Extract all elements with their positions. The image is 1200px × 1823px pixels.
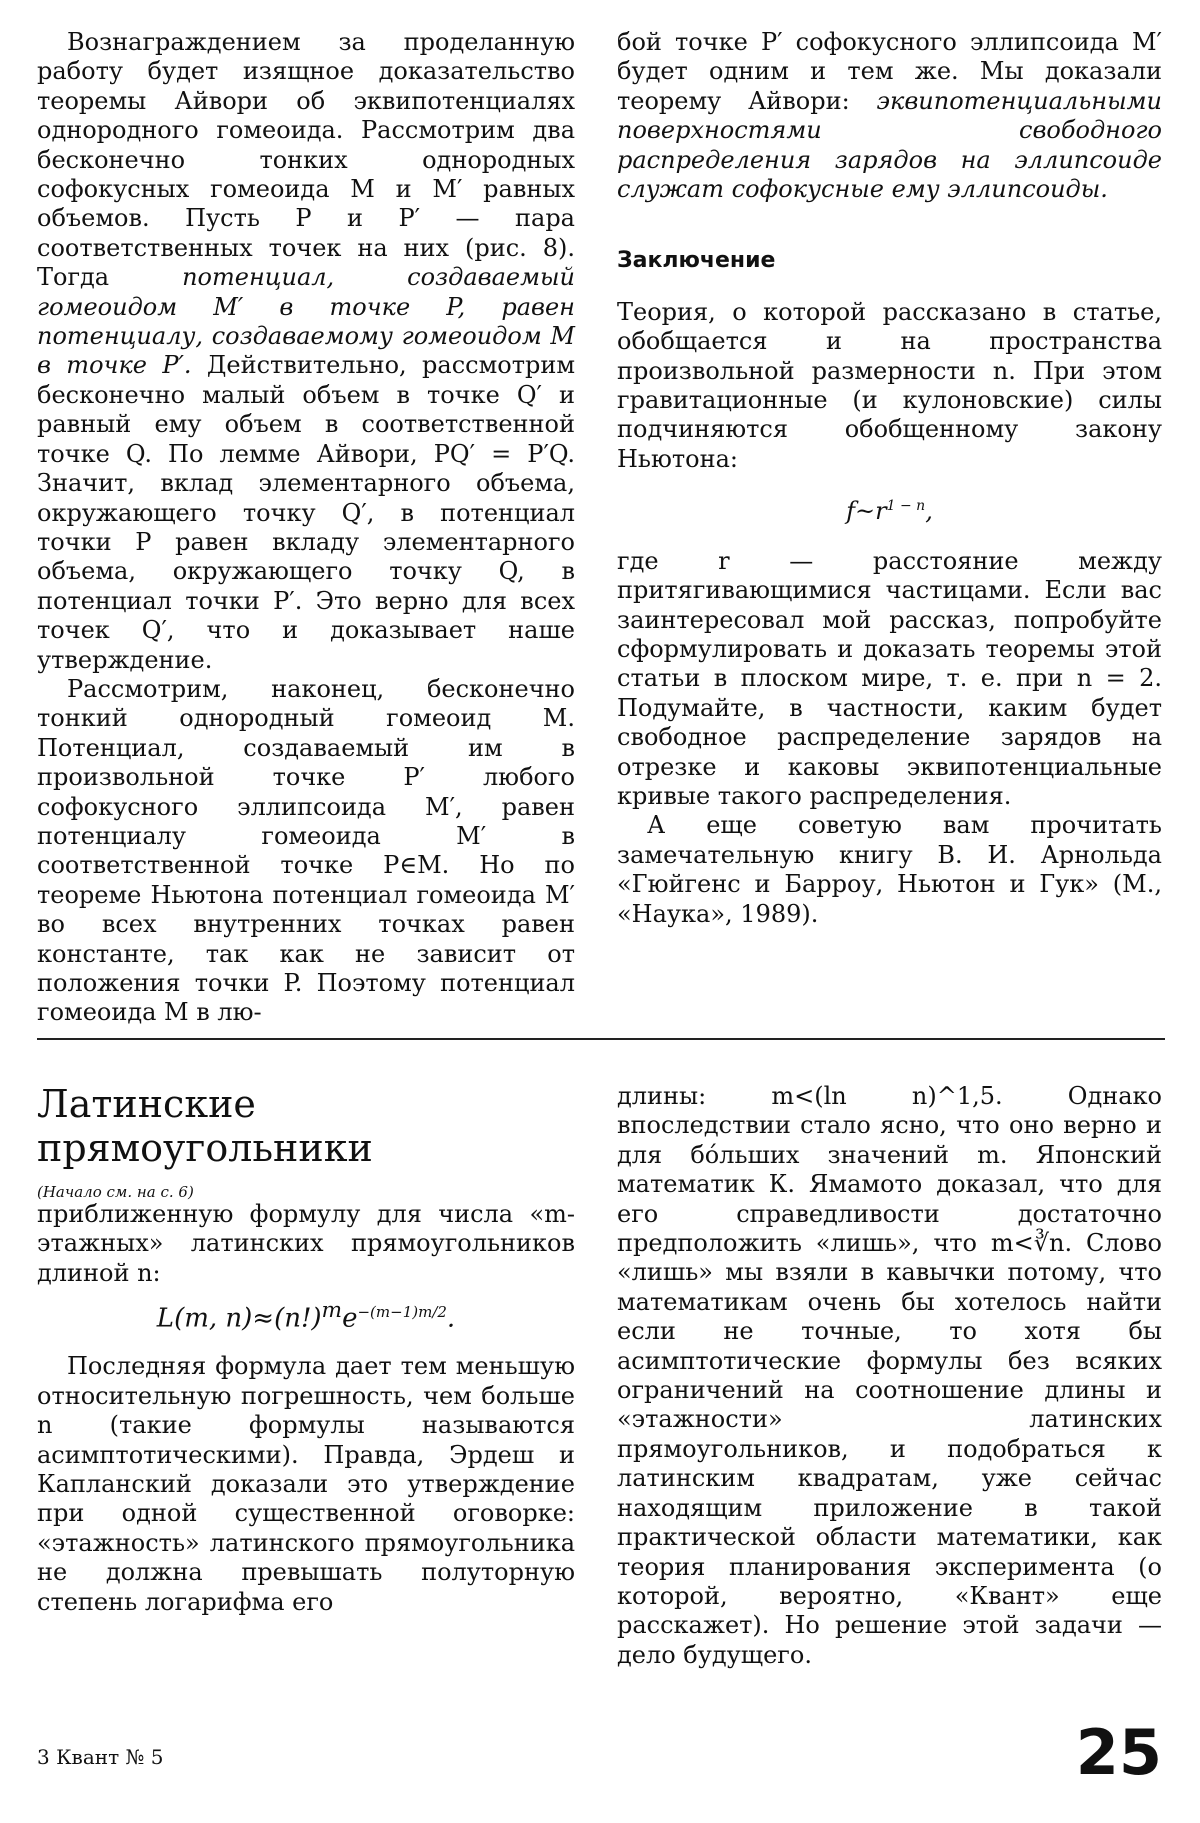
paragraph: приближенную формулу для числа «m-этажных» латинских прямоугольников длиной n: bbox=[37, 1200, 575, 1287]
paragraph: Последняя формула дает тем меньшую относительную погрешность, чем больше n (такие формулы называются асимптотическими). Правда, Эрдеш и Капланский доказали это утверждение при одной существенной оговорке: «этажность» латинского прямоугольника не должна превышать полуторную степень логарифма его bbox=[37, 1352, 575, 1616]
paragraph: Теория, о которой рассказано в статье, обобщается и на пространства произвольной размерности n. При этом гравитационные (и кулоновские) силы подчиняются обобщенному закону Ньютона: bbox=[617, 297, 1162, 473]
continued-note: (Начало см. на с. 6) bbox=[37, 1183, 194, 1201]
text-span: Действительно, рассмотрим бесконечно малый объем в точке Q′ и равный ему объем в соответственной точке Q. По лемме Айвори, PQ′ = P′Q. Значит, вклад элементарного объема, окружающего точку Q′, в потенциал точки P равен вкладу элементарного объема, окружающего точку Q, в потенциал точки P′. Это верно для всех точек Q′, что и доказывает наше утверждение. bbox=[37, 351, 575, 674]
italic-statement: потенциал, создаваемый гомеоидом M′ в точке P, равен потенциалу, создаваемому гомеоидом M в точке P′. bbox=[37, 263, 576, 380]
section-divider bbox=[37, 1038, 1165, 1040]
section-heading: Заключение bbox=[617, 248, 776, 274]
formula-end: . bbox=[446, 1303, 456, 1334]
paragraph bbox=[617, 28, 1162, 204]
formula-e: e bbox=[342, 1303, 358, 1334]
top-left-column bbox=[37, 28, 575, 1028]
paragraph: где r — расстояние между притягивающимися частицами. Если вас заинтересовал мой рассказ, попробуйте сформулировать и доказать теоремы этой статьи в плоском мире, т. е. при n = 2. Подумайте, в частности, каким будет свободное распределение зарядов на отрезке и каковы эквипотенциальные кривые такого распределения. bbox=[617, 546, 1162, 810]
bottom-left-column bbox=[37, 1200, 575, 1617]
text-span: Вознаграждением за проделанную работу будет изящное доказательство теоремы Айвори об эквипотенциалях однородного гомеоида. Рассмотрим два бесконечно тонких однородных софокусных гомеоида M и M′ равных объемов. Пусть P и P′ — пара соответственных точек на них (рис. 8). Тогда bbox=[37, 28, 575, 292]
text-span: бой точке P′ софокусного эллипсоида M′ будет одним и тем же. Мы доказали теорему Айвори: bbox=[617, 28, 1162, 115]
formula-exponent-m: m bbox=[321, 1298, 343, 1324]
theorem-statement: эквипотенциальными поверхностями свободного распределения зарядов на эллипсоиде служат софокусные ему эллипсоиды. bbox=[617, 86, 1162, 204]
signature-mark: 3 Квант № 5 bbox=[37, 1745, 164, 1769]
formula-exponent: −(m−1)m/2 bbox=[357, 1303, 447, 1322]
page-number: 25 bbox=[1075, 1716, 1162, 1789]
article-title: Латинские прямоугольники bbox=[37, 1082, 373, 1170]
paragraph: А еще советую вам прочитать замечательную книгу В. И. Арнольда «Гюйгенс и Барроу, Ньютон и Гук» (М., «Наука», 1989). bbox=[617, 811, 1162, 928]
paragraph bbox=[37, 28, 575, 675]
formula-exponent: 1 − n bbox=[886, 498, 926, 515]
newton-law-formula bbox=[617, 492, 1162, 526]
paragraph: Рассмотрим, наконец, бесконечно тонкий однородный гомеоид M. Потенциал, создаваемый им в произвольной точке P′ любого софокусного эллипсоида M′, равен потенциалу гомеоида M′ в соответственной точке P∈M. Но по теореме Ньютона потенциал гомеоида M′ во всех внутренних точках равен константе, так как не зависит от положения точки P. Поэтому потенциал гомеоида M в лю- bbox=[37, 674, 575, 1027]
formula-base: f~r bbox=[846, 497, 887, 526]
formula-main: L(m, n)≈(n!) bbox=[156, 1303, 322, 1334]
formula-tail: , bbox=[925, 497, 933, 526]
top-right-column bbox=[617, 28, 1162, 929]
asymptotic-formula bbox=[37, 1296, 575, 1334]
bottom-right-column bbox=[617, 1082, 1162, 1670]
paragraph: длины: m<(ln n)^1,5. Однако впоследствии стало ясно, что оно верно и для бо́льших значений m. Японский математик К. Ямамото доказал, что для его справедливости достаточно предположить «лишь», что m<∛n. Слово «лишь» мы взяли в кавычки потому, что математикам очень бы хотелось найти если не точные, то хотя бы асимптотические формулы без всяких ограничений на соотношение длины и «этажности» латинских прямоугольников, и подобраться к латинским квадратам, уже сейчас находящим приложение в такой практической области математики, как теория планирования эксперимента (о которой, вероятно, «Квант» еще расскажет). Но решение этой задачи — дело будущего. bbox=[617, 1082, 1162, 1669]
